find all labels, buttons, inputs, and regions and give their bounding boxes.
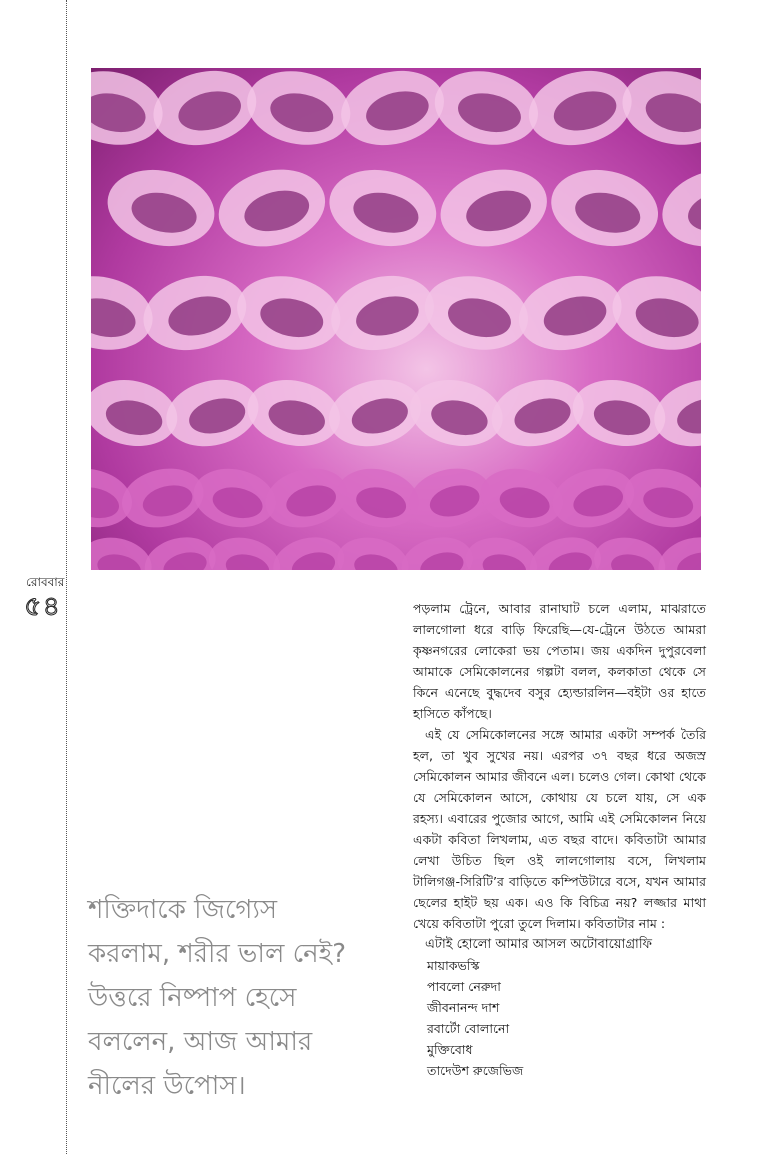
poem-line: মায়াকভস্কি <box>427 958 480 973</box>
petal <box>461 531 542 570</box>
petal <box>418 267 535 359</box>
petal <box>511 265 630 360</box>
petal <box>428 68 545 154</box>
poem-line: জীবনানন্দ দাশ <box>427 1000 500 1015</box>
petal <box>432 159 555 257</box>
petal <box>606 267 701 359</box>
dahlia-photo <box>91 68 701 570</box>
petal <box>332 531 413 570</box>
petal <box>211 159 334 257</box>
article-body <box>413 598 706 1081</box>
petal <box>647 370 701 455</box>
petal <box>322 160 443 255</box>
petal <box>230 267 347 359</box>
petal <box>323 265 442 360</box>
petal <box>525 530 607 570</box>
section-label: রোববার <box>26 575 65 589</box>
petal <box>145 68 264 156</box>
petal <box>139 530 221 570</box>
petal <box>653 530 701 570</box>
poem-title: এটাই হোলো আমার আসল অটোবায়োগ্রাফি <box>425 937 653 952</box>
petal <box>204 531 285 570</box>
dahlia-petals-illustration <box>91 68 701 570</box>
article-paragraph: এই যে সেমিকোলনের সঙ্গে আমার একটা সম্পর্ক তৈরি হল, তা খুব সুখের নয়। এরপর ৩৭ বছর ধরে অজস্র সেমিকোলন আমার জীবনে এল। চলেও গেল। কোথা থেকে যে সেমিকোলন আসে, কোথায় যে চলে যায়, সে এক রহস্য। এবারের পুজোর আগে, আমি এই সেমিকোলন নিয়ে একটা কবিতা লিখলাম, এত বছর বাদে। কবিতাটা আমার লেখা উচিত ছিল ওই লালগোলায় বসে, লিখলাম টালিগঞ্জ-সিরিটি’র বাড়িতে কম্পিউটারে বসে, যখন আমার ছেলের হাইট ছয় এক। এও কি বিচিত্র নয়? লজ্জার মাথা খেয়ে কবিতাটা পুরো তুলে দিলাম। কবিতাটার নাম : <box>413 727 706 931</box>
petal <box>589 531 670 570</box>
petal <box>619 461 701 534</box>
page-number: ৫৪ <box>24 591 62 622</box>
petal <box>616 68 701 154</box>
margin-dotted-rule <box>66 0 67 1154</box>
petal <box>240 68 357 154</box>
petal <box>268 530 350 570</box>
poem-lines <box>413 955 706 1081</box>
petal <box>521 68 640 156</box>
poem-line: মুক্তিবোধ <box>427 1042 473 1057</box>
poem-line: রবার্টো বোলানো <box>427 1021 510 1036</box>
petal <box>396 530 478 570</box>
petal <box>544 160 665 255</box>
petal <box>135 265 254 360</box>
petal <box>100 160 221 255</box>
petal <box>333 68 452 156</box>
article-paragraph: পড়লাম ট্রেনে, আবার রানাঘাট চলে এলাম, মাঝরাতে লালগোলা ধরে বাড়ি ফিরেছি—যে-ট্রেনে উঠতে আমরা কৃষ্ণনগরের লোকেরা ভয় পেতাম। জয় একদিন দুপুরবেলা আমাকে সেমিকোলনের গল্পটা বলল, কলকাতা থেকে সে কিনে এনেছে বুদ্ধদেব বসুর হ্যেল্ডারলিন—বইটা ওর হাতে হাসিতে কাঁপছে। <box>413 601 706 721</box>
poem-line: পাবলো নেরুদা <box>427 979 501 994</box>
poem-line: তাদেউশ রুজেভিজ <box>427 1063 524 1078</box>
pull-quote: শক্তিদাকে জিগ্যেস করলাম, শরীর ভাল নেই? উত্তরে নিষ্পাপ হেসে বললেন, আজ আমার নীলের উপোস। <box>88 895 347 1101</box>
petal <box>654 159 701 257</box>
